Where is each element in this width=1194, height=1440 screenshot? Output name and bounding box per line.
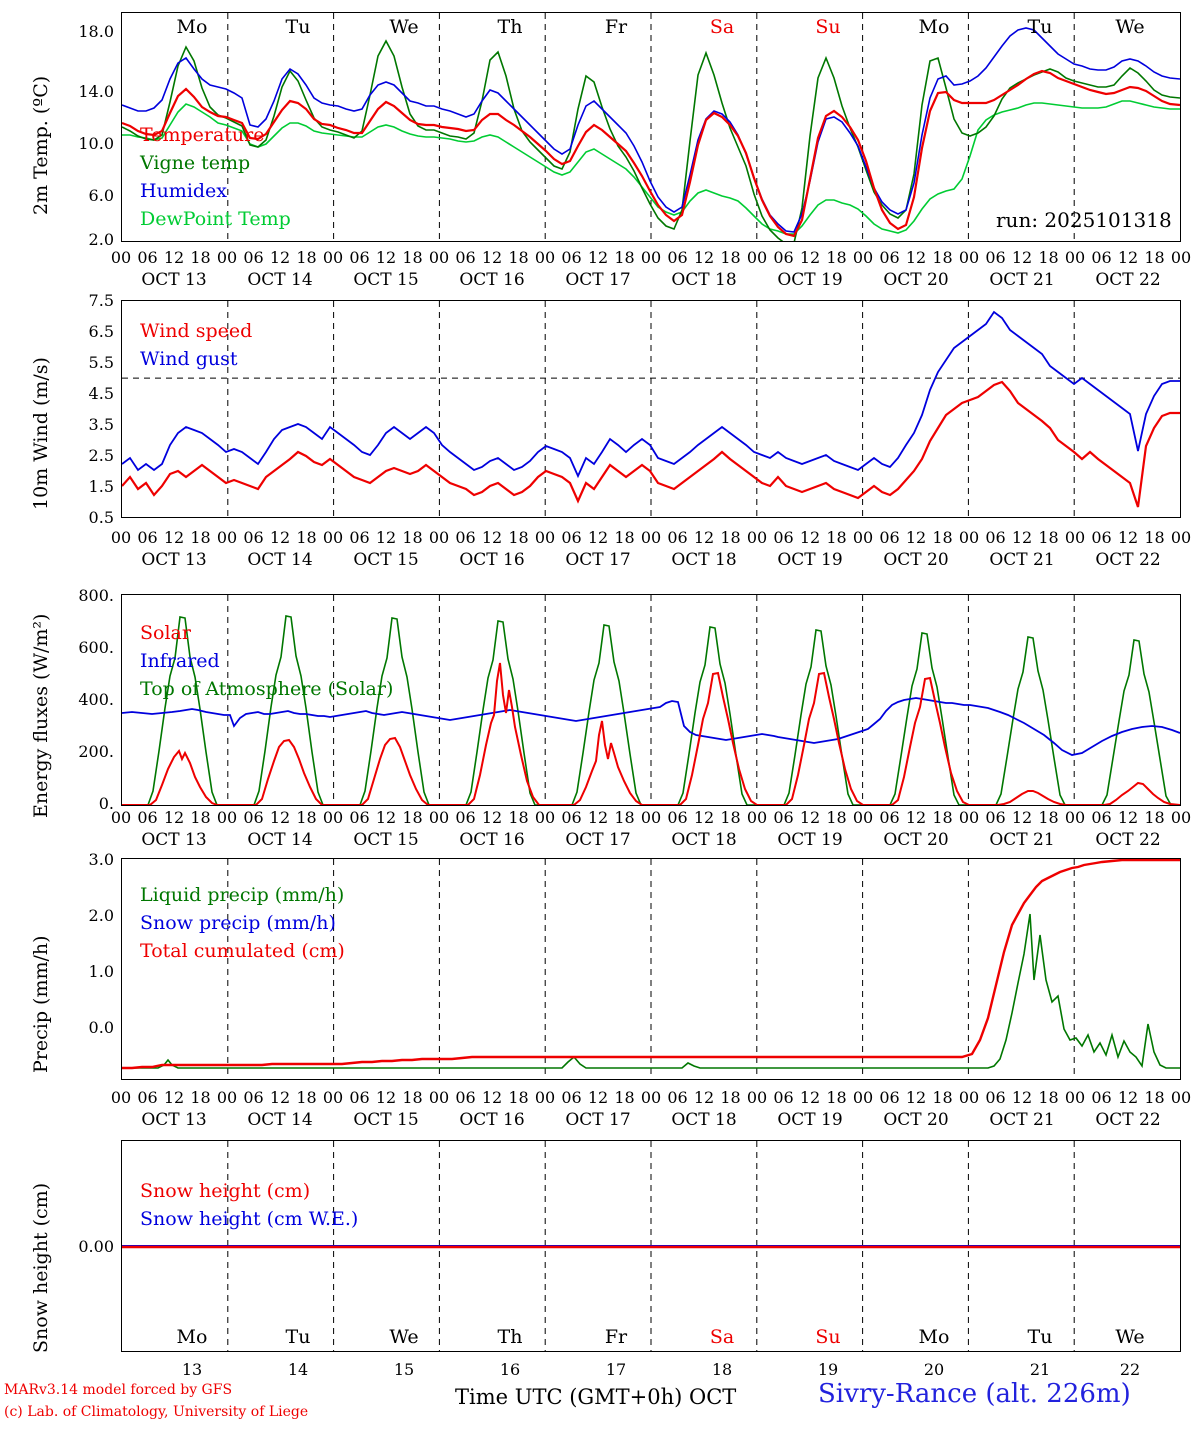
y-tick-label: 6.0 — [88, 186, 114, 205]
panel-wind-ylabel: 10m Wind (m/s) — [30, 357, 52, 510]
hour-tick-label: 00 — [1064, 528, 1086, 547]
time-axis-label: Time UTC (GMT+0h) OCT — [455, 1385, 737, 1409]
date-label: OCT 17 — [565, 830, 631, 850]
hour-tick-label: 12 — [163, 528, 185, 547]
hour-tick-label: 12 — [905, 1088, 927, 1107]
legend-liquid-precip: Liquid precip (mm/h) — [140, 884, 345, 906]
legend-solar: Solar — [140, 622, 191, 644]
hour-tick-label: 00 — [110, 808, 132, 827]
hour-tick-label: 12 — [693, 808, 715, 827]
hour-tick-label: 12 — [587, 1088, 609, 1107]
bottom-day-number: 15 — [393, 1360, 415, 1379]
hour-tick-label: 06 — [349, 248, 370, 267]
hour-tick-label: 18 — [1038, 248, 1059, 267]
hour-tick-label: 18 — [1144, 248, 1165, 267]
date-label: OCT 19 — [777, 270, 843, 290]
hour-tick-label: 00 — [428, 1088, 450, 1107]
date-label: OCT 15 — [353, 830, 419, 850]
y-tick-label: 2.0 — [88, 906, 114, 925]
hour-tick-label: 12 — [481, 248, 503, 267]
y-tick-label: 200. — [78, 742, 114, 761]
bottom-day-label: Tu — [1027, 1326, 1053, 1348]
hour-tick-label: 12 — [1011, 528, 1033, 547]
panel-energy-ylabel: Energy fluxes (W/m²) — [30, 613, 52, 818]
snow-plot-area — [121, 1140, 1181, 1352]
hour-tick-label: 00 — [640, 248, 662, 267]
date-label: OCT 17 — [565, 1110, 631, 1130]
hour-tick-label: 00 — [746, 808, 768, 827]
hour-tick-label: 06 — [137, 808, 158, 827]
hour-tick-label: 18 — [826, 248, 847, 267]
hour-tick-label: 06 — [243, 808, 264, 827]
y-tick-label: 6.5 — [88, 322, 114, 341]
legend-humidex: Humidex — [140, 180, 228, 202]
panel-energy — [0, 568, 1194, 848]
date-label: OCT 16 — [459, 830, 525, 850]
hour-tick-label: 12 — [799, 528, 821, 547]
date-label: OCT 19 — [777, 1110, 843, 1130]
panel-snow-height — [0, 1128, 1194, 1388]
hour-tick-label: 00 — [1064, 1088, 1086, 1107]
bottom-day-number: 18 — [711, 1360, 733, 1379]
bottom-day-label: Su — [815, 1326, 841, 1348]
hour-tick-label: 06 — [667, 1088, 688, 1107]
day-label: Sa — [709, 16, 735, 38]
hour-tick-label: 06 — [879, 248, 900, 267]
hour-tick-label: 00 — [1064, 248, 1086, 267]
hour-tick-label: 00 — [1170, 1088, 1192, 1107]
hour-tick-label: 00 — [322, 808, 344, 827]
bottom-day-number: 16 — [499, 1360, 521, 1379]
energy-plot-area — [121, 594, 1181, 806]
hour-tick-label: 00 — [746, 528, 768, 547]
hour-tick-label: 06 — [773, 808, 794, 827]
hour-tick-label: 12 — [799, 808, 821, 827]
hour-tick-label: 00 — [958, 808, 980, 827]
hour-tick-label: 00 — [1170, 808, 1192, 827]
hour-tick-label: 18 — [1038, 808, 1059, 827]
hour-tick-label: 06 — [667, 808, 688, 827]
hour-tick-label: 06 — [455, 248, 476, 267]
hour-tick-label: 18 — [720, 528, 741, 547]
y-tick-label: 800. — [78, 586, 114, 605]
y-tick-label: 3.5 — [88, 415, 114, 434]
legend-vigne-temp: Vigne temp — [140, 152, 251, 174]
date-label: OCT 16 — [459, 1110, 525, 1130]
date-label: OCT 18 — [671, 1110, 737, 1130]
day-label: We — [1115, 16, 1145, 38]
date-label: OCT 18 — [671, 830, 737, 850]
bottom-day-label: Fr — [604, 1326, 628, 1348]
hour-tick-label: 06 — [243, 1088, 264, 1107]
y-tick-label: 2.5 — [88, 446, 114, 465]
hour-tick-label: 06 — [773, 248, 794, 267]
hour-tick-label: 00 — [852, 1088, 874, 1107]
hour-tick-label: 06 — [349, 528, 370, 547]
hour-tick-label: 18 — [190, 808, 211, 827]
hour-tick-label: 12 — [375, 528, 397, 547]
hour-tick-label: 12 — [269, 528, 291, 547]
date-label: OCT 13 — [141, 270, 207, 290]
hour-tick-label: 06 — [667, 528, 688, 547]
hour-tick-label: 12 — [1117, 808, 1139, 827]
date-label: OCT 20 — [883, 550, 949, 570]
hour-tick-label: 12 — [693, 248, 715, 267]
hour-tick-label: 18 — [720, 1088, 741, 1107]
hour-tick-label: 12 — [587, 528, 609, 547]
date-label: OCT 19 — [777, 830, 843, 850]
y-tick-label: 400. — [78, 690, 114, 709]
hour-tick-label: 00 — [958, 248, 980, 267]
hour-tick-label: 00 — [958, 1088, 980, 1107]
y-tick-label: 1.0 — [88, 962, 114, 981]
date-label: OCT 22 — [1095, 270, 1161, 290]
date-label: OCT 21 — [989, 270, 1055, 290]
hour-tick-label: 00 — [1064, 808, 1086, 827]
hour-tick-label: 00 — [1170, 248, 1192, 267]
date-label: OCT 20 — [883, 830, 949, 850]
hour-tick-label: 06 — [243, 528, 264, 547]
hour-tick-label: 00 — [216, 248, 238, 267]
station-label: Sivry-Rance (alt. 226m) — [818, 1379, 1131, 1409]
date-label: OCT 19 — [777, 550, 843, 570]
hour-tick-label: 00 — [640, 808, 662, 827]
wind-plot-area — [121, 300, 1181, 518]
hour-tick-label: 18 — [1038, 1088, 1059, 1107]
hour-tick-label: 12 — [375, 808, 397, 827]
hour-tick-label: 12 — [587, 248, 609, 267]
legend-total-cumulated: Total cumulated (cm) — [140, 940, 345, 962]
hour-tick-label: 12 — [799, 1088, 821, 1107]
date-label: OCT 13 — [141, 1110, 207, 1130]
day-label: Mo — [918, 16, 950, 38]
run-label: run: 2025101318 — [996, 208, 1172, 232]
y-tick-label: 1.5 — [88, 477, 114, 496]
hour-tick-label: 00 — [852, 248, 874, 267]
date-label: OCT 22 — [1095, 550, 1161, 570]
hour-tick-label: 06 — [349, 1088, 370, 1107]
hour-tick-label: 18 — [508, 248, 529, 267]
footer-copyright: (c) Lab. of Climatology, University of Liege — [4, 1404, 309, 1420]
hour-tick-label: 18 — [296, 248, 317, 267]
hour-tick-label: 12 — [375, 1088, 397, 1107]
hour-tick-label: 00 — [216, 528, 238, 547]
legend-snow-precip: Snow precip (mm/h) — [140, 912, 336, 934]
hour-tick-label: 06 — [1091, 808, 1112, 827]
date-label: OCT 22 — [1095, 830, 1161, 850]
hour-tick-label: 00 — [534, 528, 556, 547]
hour-tick-label: 00 — [534, 248, 556, 267]
day-label: We — [389, 16, 419, 38]
hour-tick-label: 18 — [720, 808, 741, 827]
panel-temperature-ylabel: 2m Temp. (ºC) — [30, 75, 52, 215]
hour-tick-label: 12 — [1011, 248, 1033, 267]
hour-tick-label: 18 — [402, 248, 423, 267]
hour-tick-label: 00 — [110, 248, 132, 267]
hour-tick-label: 12 — [587, 808, 609, 827]
date-label: OCT 14 — [247, 550, 313, 570]
hour-tick-label: 00 — [322, 1088, 344, 1107]
hour-tick-label: 18 — [932, 1088, 953, 1107]
bottom-day-label: Sa — [709, 1326, 735, 1348]
bottom-day-number: 22 — [1119, 1360, 1141, 1379]
y-tick-label: 10.0 — [78, 134, 114, 153]
hour-tick-label: 06 — [985, 808, 1006, 827]
hour-tick-label: 00 — [640, 528, 662, 547]
hour-tick-label: 00 — [852, 808, 874, 827]
y-tick-label: 0.00 — [78, 1237, 114, 1256]
hour-tick-label: 12 — [1011, 808, 1033, 827]
hour-tick-label: 18 — [402, 808, 423, 827]
date-label: OCT 16 — [459, 550, 525, 570]
y-tick-label: 14.0 — [78, 82, 114, 101]
legend-temperature: Temperature — [140, 124, 265, 146]
date-label: OCT 18 — [671, 550, 737, 570]
hour-tick-label: 18 — [1144, 528, 1165, 547]
hour-tick-label: 18 — [1144, 808, 1165, 827]
date-label: OCT 18 — [671, 270, 737, 290]
hour-tick-label: 12 — [481, 528, 503, 547]
y-tick-label: 0.0 — [88, 1018, 114, 1037]
hour-tick-label: 18 — [614, 248, 635, 267]
hour-tick-label: 06 — [137, 528, 158, 547]
y-tick-label: 4.5 — [88, 384, 114, 403]
hour-tick-label: 00 — [958, 528, 980, 547]
hour-tick-label: 06 — [349, 808, 370, 827]
hour-tick-label: 18 — [614, 1088, 635, 1107]
bottom-day-label: Tu — [285, 1326, 311, 1348]
legend-wind-gust: Wind gust — [140, 348, 238, 370]
hour-tick-label: 00 — [110, 528, 132, 547]
hour-tick-label: 00 — [428, 528, 450, 547]
hour-tick-label: 12 — [693, 528, 715, 547]
hour-tick-label: 06 — [137, 1088, 158, 1107]
hour-tick-label: 18 — [932, 528, 953, 547]
panel-snow-ylabel: Snow height (cm) — [30, 1182, 52, 1353]
legend-top-of-atmosphere: Top of Atmosphere (Solar) — [140, 678, 394, 700]
hour-tick-label: 12 — [269, 808, 291, 827]
hour-tick-label: 18 — [614, 528, 635, 547]
hour-tick-label: 06 — [985, 528, 1006, 547]
date-label: OCT 15 — [353, 1110, 419, 1130]
hour-tick-label: 00 — [852, 528, 874, 547]
date-label: OCT 17 — [565, 270, 631, 290]
hour-tick-label: 00 — [640, 1088, 662, 1107]
hour-tick-label: 18 — [826, 1088, 847, 1107]
hour-tick-label: 06 — [561, 808, 582, 827]
hour-tick-label: 12 — [481, 808, 503, 827]
day-label: Mo — [176, 16, 208, 38]
hour-tick-label: 06 — [561, 248, 582, 267]
hour-tick-label: 06 — [455, 528, 476, 547]
hour-tick-label: 12 — [1117, 248, 1139, 267]
hour-tick-label: 00 — [428, 808, 450, 827]
date-label: OCT 21 — [989, 550, 1055, 570]
hour-tick-label: 06 — [879, 808, 900, 827]
hour-tick-label: 00 — [110, 1088, 132, 1107]
hour-tick-label: 00 — [428, 248, 450, 267]
legend-dewpoint: DewPoint Temp — [140, 208, 291, 230]
y-tick-label: 0.5 — [88, 508, 114, 527]
date-label: OCT 17 — [565, 550, 631, 570]
legend-wind-speed: Wind speed — [140, 320, 253, 342]
y-tick-label: 7.5 — [88, 291, 114, 310]
hour-tick-label: 18 — [296, 808, 317, 827]
hour-tick-label: 06 — [1091, 248, 1112, 267]
hour-tick-label: 06 — [773, 528, 794, 547]
day-label: Tu — [1027, 16, 1053, 38]
panel-precip — [0, 848, 1194, 1128]
hour-tick-label: 18 — [1038, 528, 1059, 547]
date-label: OCT 22 — [1095, 1110, 1161, 1130]
hour-tick-label: 12 — [905, 808, 927, 827]
date-label: OCT 21 — [989, 830, 1055, 850]
hour-tick-label: 12 — [905, 528, 927, 547]
hour-tick-label: 18 — [402, 528, 423, 547]
hour-tick-label: 06 — [137, 248, 158, 267]
hour-tick-label: 06 — [1091, 1088, 1112, 1107]
day-label: Fr — [604, 16, 628, 38]
hour-tick-label: 18 — [508, 1088, 529, 1107]
bottom-day-label: We — [1115, 1326, 1145, 1348]
hour-tick-label: 00 — [216, 808, 238, 827]
bottom-day-label: Mo — [176, 1326, 208, 1348]
hour-tick-label: 12 — [905, 248, 927, 267]
hour-tick-label: 06 — [773, 1088, 794, 1107]
legend-infrared: Infrared — [140, 650, 220, 672]
y-tick-label: 5.5 — [88, 353, 114, 372]
date-label: OCT 14 — [247, 270, 313, 290]
panel-wind — [0, 288, 1194, 568]
hour-tick-label: 12 — [163, 808, 185, 827]
y-tick-label: 0. — [98, 794, 114, 813]
hour-tick-label: 18 — [932, 808, 953, 827]
hour-tick-label: 00 — [746, 248, 768, 267]
hour-tick-label: 00 — [746, 1088, 768, 1107]
hour-tick-label: 06 — [1091, 528, 1112, 547]
hour-tick-label: 12 — [163, 1088, 185, 1107]
hour-tick-label: 12 — [693, 1088, 715, 1107]
hour-tick-label: 12 — [1117, 528, 1139, 547]
hour-tick-label: 00 — [1170, 528, 1192, 547]
bottom-day-number: 14 — [287, 1360, 309, 1379]
y-tick-label: 18.0 — [78, 22, 114, 41]
hour-tick-label: 06 — [879, 528, 900, 547]
hour-tick-label: 18 — [826, 528, 847, 547]
date-label: OCT 15 — [353, 270, 419, 290]
date-label: OCT 20 — [883, 270, 949, 290]
bottom-day-number: 20 — [923, 1360, 945, 1379]
bottom-day-number: 21 — [1029, 1360, 1051, 1379]
date-label: OCT 13 — [141, 830, 207, 850]
hour-tick-label: 18 — [1144, 1088, 1165, 1107]
hour-tick-label: 06 — [667, 248, 688, 267]
legend-snow-height: Snow height (cm) — [140, 1180, 311, 1202]
day-label: Su — [815, 16, 841, 38]
bottom-day-label: We — [389, 1326, 419, 1348]
date-label: OCT 21 — [989, 1110, 1055, 1130]
hour-tick-label: 06 — [561, 1088, 582, 1107]
date-label: OCT 13 — [141, 550, 207, 570]
hour-tick-label: 18 — [190, 1088, 211, 1107]
legend-snow-height-we: Snow height (cm W.E.) — [140, 1208, 359, 1230]
date-label: OCT 20 — [883, 1110, 949, 1130]
bottom-day-number: 17 — [605, 1360, 627, 1379]
hour-tick-label: 18 — [190, 248, 211, 267]
y-tick-label: 2.0 — [88, 230, 114, 249]
hour-tick-label: 12 — [269, 248, 291, 267]
hour-tick-label: 12 — [1117, 1088, 1139, 1107]
panel-precip-ylabel: Precip (mm/h) — [30, 935, 52, 1073]
hour-tick-label: 12 — [375, 248, 397, 267]
day-label: Tu — [285, 16, 311, 38]
hour-tick-label: 06 — [985, 1088, 1006, 1107]
day-label: Th — [497, 16, 523, 38]
hour-tick-label: 18 — [720, 248, 741, 267]
y-tick-label: 3.0 — [88, 850, 114, 869]
hour-tick-label: 06 — [455, 1088, 476, 1107]
hour-tick-label: 12 — [481, 1088, 503, 1107]
hour-tick-label: 18 — [402, 1088, 423, 1107]
hour-tick-label: 06 — [243, 248, 264, 267]
hour-tick-label: 12 — [269, 1088, 291, 1107]
hour-tick-label: 18 — [296, 1088, 317, 1107]
hour-tick-label: 18 — [614, 808, 635, 827]
hour-tick-label: 00 — [534, 1088, 556, 1107]
hour-tick-label: 18 — [508, 808, 529, 827]
hour-tick-label: 18 — [190, 528, 211, 547]
date-label: OCT 16 — [459, 270, 525, 290]
bottom-day-label: Th — [497, 1326, 523, 1348]
hour-tick-label: 12 — [799, 248, 821, 267]
hour-tick-label: 00 — [216, 1088, 238, 1107]
bottom-day-label: Mo — [918, 1326, 950, 1348]
hour-tick-label: 12 — [163, 248, 185, 267]
hour-tick-label: 00 — [322, 248, 344, 267]
date-label: OCT 15 — [353, 550, 419, 570]
hour-tick-label: 06 — [455, 808, 476, 827]
hour-tick-label: 12 — [1011, 1088, 1033, 1107]
hour-tick-label: 06 — [879, 1088, 900, 1107]
hour-tick-label: 00 — [534, 808, 556, 827]
hour-tick-label: 06 — [985, 248, 1006, 267]
date-label: OCT 14 — [247, 830, 313, 850]
hour-tick-label: 18 — [932, 248, 953, 267]
date-label: OCT 14 — [247, 1110, 313, 1130]
hour-tick-label: 06 — [561, 528, 582, 547]
hour-tick-label: 18 — [296, 528, 317, 547]
hour-tick-label: 18 — [826, 808, 847, 827]
bottom-day-number: 13 — [181, 1360, 203, 1379]
y-tick-label: 600. — [78, 638, 114, 657]
bottom-day-number: 19 — [817, 1360, 839, 1379]
hour-tick-label: 18 — [508, 528, 529, 547]
hour-tick-label: 00 — [322, 528, 344, 547]
footer-model: MARv3.14 model forced by GFS — [4, 1382, 233, 1398]
